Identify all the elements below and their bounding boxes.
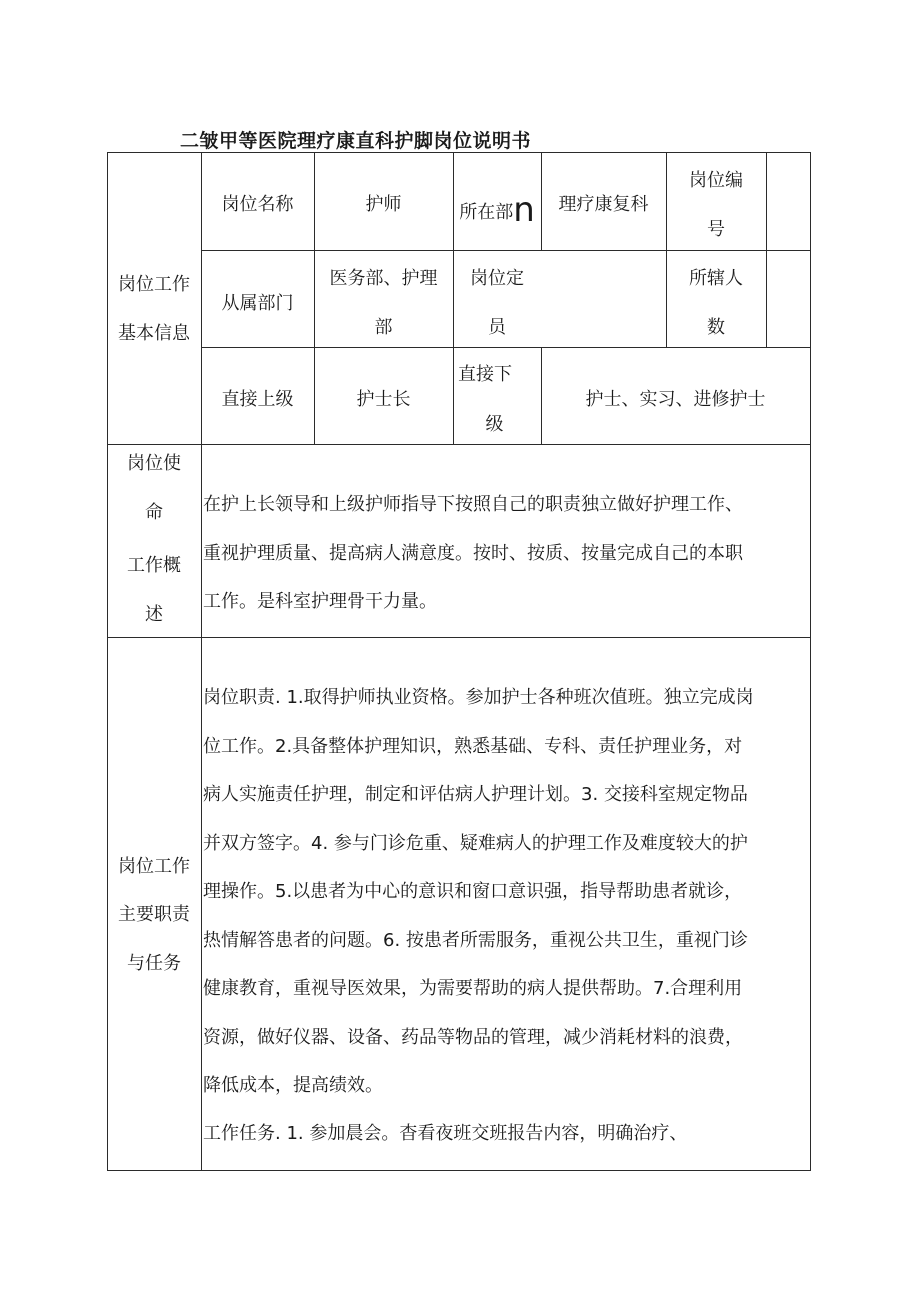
row-divider-1	[201, 250, 811, 251]
mission-label-line1: 岗位使	[127, 453, 181, 474]
direct-superior-value: 护士长	[356, 389, 411, 410]
duties-label-line3: 与任务	[127, 953, 181, 974]
basic-info-label-line2: 基本信息	[118, 323, 190, 344]
table-border-bottom	[107, 1170, 811, 1171]
parent-department-value-line1: 医务部、护理	[329, 268, 438, 289]
duties-label-line2: 主要职责	[118, 904, 190, 925]
parent-department-value-line2: 部	[374, 317, 393, 338]
department-value: 理疗康复科	[558, 194, 649, 215]
duties-text-line: 理操作。5.以患者为中心的意识和窗口意识强，指导帮助患者就诊，	[203, 881, 743, 902]
mission-text-line: 重视护理质量、提高病人满意度。按时、按质、按量完成自己的本职	[203, 543, 743, 564]
row-divider-2	[201, 347, 811, 348]
position-name-label: 岗位名称	[221, 194, 294, 215]
position-name-value: 护师	[365, 194, 402, 215]
table-border-top	[107, 152, 811, 153]
duties-text-line: 资源，做好仪器、设备、药品等物品的管理，减少消耗材料的浪费，	[203, 1027, 743, 1048]
duties-text-line: 并双方签字。4. 参与门诊危重、疑难病人的护理工作及难度较大的护	[203, 833, 748, 854]
subordinates-count-label-line2: 数	[707, 317, 725, 338]
duties-text-line: 降低成本，提高绩效。	[203, 1075, 383, 1096]
subordinates-count-label-line1: 所辖人	[689, 268, 743, 289]
direct-superior-label: 直接上级	[221, 389, 294, 410]
duties-text-line: 健康教育，重视导医效果，为需要帮助的病人提供帮助。7.合理利用	[203, 978, 743, 999]
duties-text-line: 病人实施责任护理，制定和评估病人护理计划。3. 交接科室规定物品	[203, 784, 748, 805]
staffing-label-line2: 员	[488, 317, 506, 338]
position-code-label-line1: 岗位编	[689, 170, 743, 191]
staffing-label-line1: 岗位定	[470, 268, 524, 289]
mission-label-line4: 述	[145, 604, 163, 625]
mission-label-line2: 命	[145, 502, 163, 523]
mission-text-line: 在护上长领导和上级护师指导下按照自己的职责独立做好护理工作、	[203, 494, 743, 515]
mission-label-line3: 工作概	[127, 555, 181, 576]
position-code-label-line2: 号	[707, 219, 725, 240]
department-label	[453, 190, 541, 230]
table-border-left	[107, 152, 108, 1171]
direct-subordinate-label-line1: 直接下	[458, 364, 512, 385]
basic-info-label-line1: 岗位工作	[118, 274, 190, 295]
department-label-text: 所在部	[459, 202, 514, 223]
document-title: 二皱甲等医院理疗康直科护脚岗位说明书	[180, 130, 532, 152]
mission-text-line: 工作。是科室护理骨干力量。	[203, 591, 437, 612]
section-divider-mission	[107, 444, 811, 445]
section-divider-duties	[107, 637, 811, 638]
parent-department-label: 从属部门	[221, 293, 294, 314]
tasks-text-line: 工作任务. 1. 参加晨会。杳看夜班交班报告内容，明确治疗、	[203, 1123, 688, 1144]
duties-text-line: 位工作。2.具备整体护理知识，熟悉基础、专科、责任护理业务，对	[203, 736, 743, 757]
direct-subordinate-value: 护士、实习、进修护士	[585, 389, 766, 410]
table-border-right	[810, 152, 811, 1171]
col-divider-e	[766, 152, 767, 347]
department-label-glyph: n	[513, 190, 535, 230]
duties-label-line1: 岗位工作	[118, 856, 190, 877]
direct-subordinate-label-line2: 级	[485, 414, 504, 435]
duties-text-line: 岗位职责. 1.取得护师执业资格。参加护士各种班次值班。独立完成岗	[203, 687, 754, 708]
duties-text-line: 热情解答患者的问题。6. 按患者所需服务，重视公共卫生，重视门诊	[203, 930, 748, 951]
